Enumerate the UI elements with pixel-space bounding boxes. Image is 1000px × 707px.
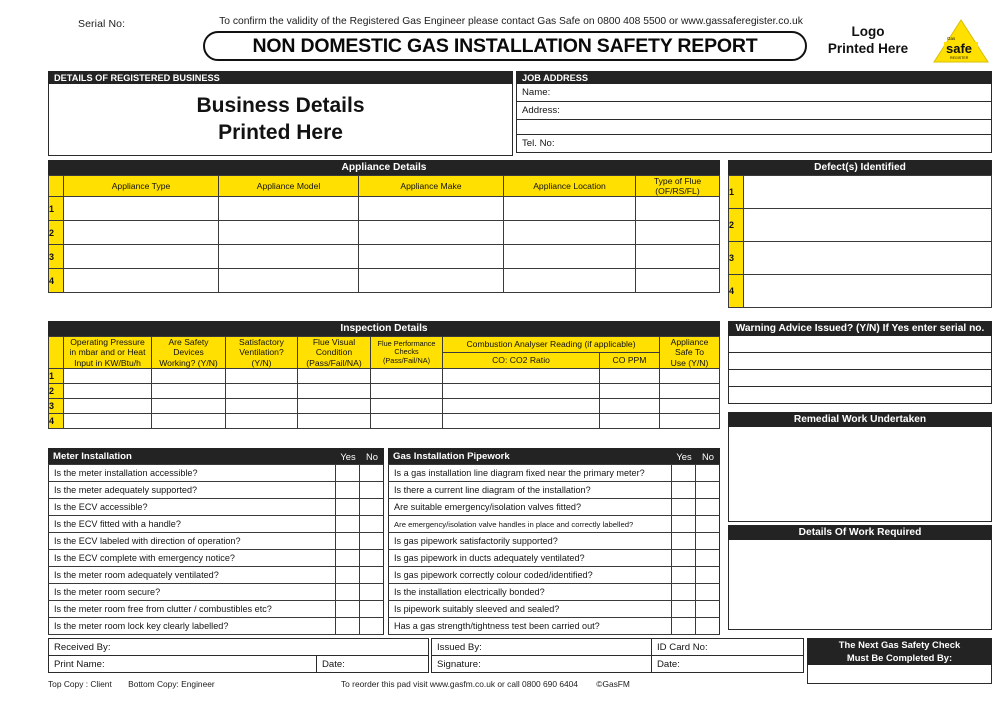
- appliance-details-table: [48, 175, 720, 293]
- inspection-row-2-flue-visual[interactable]: [298, 384, 371, 399]
- meter-q3-yes[interactable]: [336, 499, 360, 516]
- meter-q4-yes[interactable]: [336, 516, 360, 533]
- defect-row-1-number: 1: [729, 176, 744, 209]
- appliance-col-flue-type-l1: Type of Flue: [653, 176, 702, 186]
- list-item: [49, 618, 384, 635]
- inspection-row-4-flue-perf[interactable]: [371, 414, 443, 429]
- appliance-row-3-flue[interactable]: [636, 245, 720, 269]
- table-row: [49, 245, 720, 269]
- inspection-rownum-corner: [49, 337, 64, 369]
- appliance-row-3-location[interactable]: [504, 245, 636, 269]
- list-item: [49, 567, 384, 584]
- meter-q8-no[interactable]: [360, 584, 384, 601]
- next-check-line2: Must Be Completed By:: [846, 651, 953, 663]
- pipework-q9-yes[interactable]: [672, 601, 696, 618]
- appliance-row-4-type[interactable]: [64, 269, 219, 293]
- pipework-q2: Is there a current line diagram of the installation?: [389, 482, 672, 499]
- list-item: [389, 567, 720, 584]
- op-l1: Operating Pressure: [70, 337, 145, 348]
- appliance-row-1-make[interactable]: [359, 197, 504, 221]
- serial-no-label: Serial No:: [78, 18, 126, 30]
- inspection-header-row: [49, 337, 720, 353]
- details-of-work-textarea[interactable]: [728, 540, 992, 630]
- meter-installation-table: [48, 464, 384, 635]
- gas-safe-register-logo-icon: [932, 18, 990, 64]
- top-copy-note: Top Copy : Client: [48, 679, 112, 689]
- next-check-date-field[interactable]: [807, 665, 992, 684]
- inspection-row-3-number: 3: [49, 399, 64, 414]
- details-of-work-bar: Details Of Work Required: [728, 525, 992, 540]
- pipework-q3-no[interactable]: [696, 499, 720, 516]
- id-card-no-field[interactable]: ID Card No:: [652, 639, 804, 656]
- fp-l1: Flue Performance: [377, 338, 436, 348]
- issued-by-table: [431, 638, 804, 673]
- table-row: [432, 656, 804, 673]
- issued-by-field[interactable]: Issued By:: [432, 639, 652, 656]
- fp-l2: Checks: [394, 347, 419, 357]
- table-row: [49, 384, 720, 399]
- inspection-row-4-safe[interactable]: [660, 414, 720, 429]
- table-row: [729, 176, 992, 209]
- received-date-field[interactable]: Date:: [317, 656, 429, 673]
- pipework-q4: Are emergency/isolation valve handles in place and correctly labelled?: [389, 516, 672, 533]
- pipework-q3: Are suitable emergency/isolation valves fitted?: [389, 499, 672, 516]
- meter-yn-labels: [336, 451, 384, 462]
- warning-advice-section: [728, 321, 992, 405]
- inspection-row-1-safety[interactable]: [152, 369, 226, 384]
- inspection-row-2-flue-perf[interactable]: [371, 384, 443, 399]
- pipework-table: [388, 464, 720, 635]
- registered-business-section: [48, 71, 513, 156]
- meter-q9: Is the meter room free from clutter / combustibles etc?: [49, 601, 336, 618]
- appliance-row-2-flue[interactable]: [636, 221, 720, 245]
- pipework-q4-no[interactable]: [696, 516, 720, 533]
- meter-q7-no[interactable]: [360, 567, 384, 584]
- pipework-q2-no[interactable]: [696, 482, 720, 499]
- meter-q6: Is the ECV complete with emergency notice?: [49, 550, 336, 567]
- pipework-q5-no[interactable]: [696, 533, 720, 550]
- list-item: [389, 550, 720, 567]
- table-row: [49, 197, 720, 221]
- inspection-row-4-ventilation[interactable]: [226, 414, 298, 429]
- meter-q5: Is the ECV labeled with direction of operation?: [49, 533, 336, 550]
- appliance-row-3-number: 3: [49, 245, 64, 269]
- pipework-q10-yes[interactable]: [672, 618, 696, 635]
- sd-l1: Are Safety: [168, 337, 209, 348]
- list-item: [389, 584, 720, 601]
- pipework-q10: Has a gas strength/tightness test been carried out?: [389, 618, 672, 635]
- pipework-q1: Is a gas installation line diagram fixed near the primary meter?: [389, 465, 672, 482]
- meter-q7: Is the meter room adequately ventilated?: [49, 567, 336, 584]
- appliance-col-location: Appliance Location: [504, 176, 636, 197]
- list-item: [49, 516, 384, 533]
- inspection-row-3-safety[interactable]: [152, 399, 226, 414]
- pipework-yes-label: Yes: [676, 450, 692, 462]
- job-address-address-line2[interactable]: [516, 120, 992, 135]
- copyright-text: ©GasFM: [596, 679, 630, 689]
- appliance-col-model: Appliance Model: [219, 176, 359, 197]
- appliance-row-1-number: 1: [49, 197, 64, 221]
- appliance-row-2-number: 2: [49, 221, 64, 245]
- defect-row-4-text[interactable]: [744, 275, 992, 308]
- inspection-row-4-pressure[interactable]: [64, 414, 152, 429]
- pipework-q4-yes[interactable]: [672, 516, 696, 533]
- reorder-text: To reorder this pad visit www.gasfm.co.uk or call 0800 690 6404: [341, 679, 578, 689]
- table-row: [49, 656, 429, 673]
- form-title-text: NON DOMESTIC GAS INSTALLATION SAFETY REPORT: [252, 34, 758, 57]
- inspection-row-3-ventilation[interactable]: [226, 399, 298, 414]
- meter-q1-no[interactable]: [360, 465, 384, 482]
- list-item: [49, 482, 384, 499]
- meter-q10-yes[interactable]: [336, 618, 360, 635]
- inspection-col-combustion-group: Combustion Analyser Reading (if applicable): [443, 337, 660, 353]
- inspection-row-1-pressure[interactable]: [64, 369, 152, 384]
- inspection-col-operating-pressure: [64, 337, 152, 369]
- appliance-row-2-location[interactable]: [504, 221, 636, 245]
- as-l1: Appliance: [670, 337, 709, 348]
- meter-q3: Is the ECV accessible?: [49, 499, 336, 516]
- inspection-row-4-co-co2[interactable]: [443, 414, 600, 429]
- inspection-col-safety-devices: [152, 337, 226, 369]
- pipework-q5: Is gas pipework satisfactorily supported?: [389, 533, 672, 550]
- pipework-q10-no[interactable]: [696, 618, 720, 635]
- business-details-line1: Business Details: [196, 93, 365, 117]
- meter-q8-yes[interactable]: [336, 584, 360, 601]
- appliance-row-2-type[interactable]: [64, 221, 219, 245]
- inspection-col-flue-performance: [371, 337, 443, 369]
- meter-q6-yes[interactable]: [336, 550, 360, 567]
- appliance-col-type: Appliance Type: [64, 176, 219, 197]
- warning-advice-row-2[interactable]: [728, 353, 992, 370]
- issued-date-field[interactable]: Date:: [652, 656, 804, 673]
- fv-l1: Flue Visual: [312, 337, 356, 348]
- appliance-col-flue-type: [636, 176, 720, 197]
- job-address-section: [516, 71, 992, 156]
- logo-placeholder-line2: Printed Here: [827, 40, 909, 56]
- inspection-col-co-co2-ratio: CO: CO2 Ratio: [443, 353, 600, 369]
- inspection-row-3-safe[interactable]: [660, 399, 720, 414]
- gas-installation-pipework-section: [388, 448, 720, 635]
- list-item: [389, 516, 720, 533]
- job-address-address-field[interactable]: Address:: [516, 102, 992, 120]
- defect-row-2-text[interactable]: [744, 209, 992, 242]
- job-address-bar: JOB ADDRESS: [516, 71, 992, 84]
- table-row: [49, 369, 720, 384]
- inspection-row-1-flue-perf[interactable]: [371, 369, 443, 384]
- appliance-row-2-make[interactable]: [359, 221, 504, 245]
- appliance-row-4-model[interactable]: [219, 269, 359, 293]
- appliance-details-bar: Appliance Details: [48, 160, 720, 175]
- pipework-title: Gas Installation Pipework: [393, 450, 510, 462]
- remedial-work-section: [728, 412, 992, 522]
- table-row: [729, 275, 992, 308]
- meter-installation-section: [48, 448, 384, 635]
- fv-l3: (Pass/Fail/NA): [306, 357, 362, 368]
- list-item: [389, 482, 720, 499]
- issued-by-section: [431, 638, 804, 674]
- meter-installation-header: [48, 448, 384, 464]
- vt-l1: Satisfactory: [239, 337, 284, 348]
- as-l2: Safe To: [675, 347, 704, 358]
- pipework-q5-yes[interactable]: [672, 533, 696, 550]
- appliance-details-section: [48, 160, 720, 313]
- job-address-name-field[interactable]: Name:: [516, 84, 992, 102]
- appliance-row-2-model[interactable]: [219, 221, 359, 245]
- appliance-row-1-flue[interactable]: [636, 197, 720, 221]
- pipework-q1-no[interactable]: [696, 465, 720, 482]
- vt-l2: Ventilation?: [239, 347, 284, 358]
- pipework-q8-no[interactable]: [696, 584, 720, 601]
- warning-advice-row-3[interactable]: [728, 370, 992, 387]
- received-by-section: [48, 638, 429, 674]
- inspection-row-1-co-ppm[interactable]: [600, 369, 660, 384]
- inspection-row-2-co-ppm[interactable]: [600, 384, 660, 399]
- table-row: [49, 221, 720, 245]
- table-row: [49, 399, 720, 414]
- appliance-row-3-model[interactable]: [219, 245, 359, 269]
- inspection-row-1-number: 1: [49, 369, 64, 384]
- logo-placeholder-line1: Logo: [851, 24, 885, 39]
- form-header: [0, 0, 1000, 70]
- pipework-q7-no[interactable]: [696, 567, 720, 584]
- meter-q5-no[interactable]: [360, 533, 384, 550]
- svg-text:Gas: Gas: [947, 36, 956, 41]
- form-title: [203, 31, 807, 61]
- table-row: [432, 639, 804, 656]
- table-row: [729, 209, 992, 242]
- inspection-row-2-ventilation[interactable]: [226, 384, 298, 399]
- appliance-details-header-row: [49, 176, 720, 197]
- job-address-tel-field[interactable]: Tel. No:: [516, 135, 992, 153]
- pipework-q9: Is pipework suitably sleeved and sealed?: [389, 601, 672, 618]
- inspection-col-appliance-safe: [660, 337, 720, 369]
- meter-q8: Is the meter room secure?: [49, 584, 336, 601]
- details-of-work-section: [728, 525, 992, 630]
- meter-q7-yes[interactable]: [336, 567, 360, 584]
- list-item: [389, 499, 720, 516]
- meter-q3-no[interactable]: [360, 499, 384, 516]
- list-item: [389, 618, 720, 635]
- inspection-row-4-number: 4: [49, 414, 64, 429]
- inspection-row-3-flue-visual[interactable]: [298, 399, 371, 414]
- inspection-row-4-flue-visual[interactable]: [298, 414, 371, 429]
- appliance-rownum-corner: [49, 176, 64, 197]
- inspection-row-1-co-co2[interactable]: [443, 369, 600, 384]
- meter-q6-no[interactable]: [360, 550, 384, 567]
- list-item: [49, 550, 384, 567]
- sd-l3: Working? (Y/N): [159, 357, 218, 368]
- pipework-q9-no[interactable]: [696, 601, 720, 618]
- inspection-row-4-safety[interactable]: [152, 414, 226, 429]
- inspection-row-3-co-co2[interactable]: [443, 399, 600, 414]
- inspection-row-3-flue-perf[interactable]: [371, 399, 443, 414]
- appliance-row-4-number: 4: [49, 269, 64, 293]
- table-row: [49, 639, 429, 656]
- meter-q10: Is the meter room lock key clearly labelled?: [49, 618, 336, 635]
- defects-identified-bar: Defect(s) Identified: [728, 160, 992, 175]
- defect-row-3-text[interactable]: [744, 242, 992, 275]
- validity-notice: To confirm the validity of the Registered Gas Engineer please contact Gas Safe on 0800 408 5500 or www.gassaferegister.co.uk: [219, 16, 803, 27]
- appliance-row-3-type[interactable]: [64, 245, 219, 269]
- list-item: [389, 465, 720, 482]
- pipework-q3-yes[interactable]: [672, 499, 696, 516]
- svg-text:safe: safe: [946, 41, 973, 56]
- signature-field[interactable]: Signature:: [432, 656, 652, 673]
- business-details-line2: Printed Here: [218, 120, 343, 144]
- warning-advice-row-1[interactable]: [728, 336, 992, 353]
- received-by-table: [48, 638, 429, 673]
- appliance-row-4-location[interactable]: [504, 269, 636, 293]
- pipework-q6-yes[interactable]: [672, 550, 696, 567]
- pipework-yn-labels: [672, 451, 720, 462]
- pipework-no-label: No: [702, 450, 714, 462]
- reorder-note: [341, 679, 630, 689]
- next-check-header: [807, 638, 992, 665]
- pipework-q8: Is the installation electrically bonded?: [389, 584, 672, 601]
- appliance-row-1-location[interactable]: [504, 197, 636, 221]
- list-item: [49, 601, 384, 618]
- inspection-row-2-co-co2[interactable]: [443, 384, 600, 399]
- op-l2: in mbar and or Heat: [69, 347, 146, 358]
- meter-q2: Is the meter adequately supported?: [49, 482, 336, 499]
- inspection-row-4-co-ppm[interactable]: [600, 414, 660, 429]
- list-item: [49, 584, 384, 601]
- pipework-q6-no[interactable]: [696, 550, 720, 567]
- inspection-row-2-number: 2: [49, 384, 64, 399]
- next-gas-safety-check-section: [807, 638, 992, 684]
- pipework-q6: Is gas pipework in ducts adequately ventilated?: [389, 550, 672, 567]
- pipework-q8-yes[interactable]: [672, 584, 696, 601]
- inspection-row-1-flue-visual[interactable]: [298, 369, 371, 384]
- inspection-details-bar: Inspection Details: [48, 321, 720, 336]
- inspection-details-table: [48, 336, 720, 429]
- fp-l3: (Pass/Fail/NA): [382, 355, 431, 365]
- warning-advice-bar: Warning Advice Issued? (Y/N) If Yes enter serial no.: [728, 321, 992, 336]
- meter-no-label: No: [366, 450, 378, 462]
- meter-q2-no[interactable]: [360, 482, 384, 499]
- appliance-row-3-make[interactable]: [359, 245, 504, 269]
- inspection-details-section: [48, 321, 720, 439]
- pipework-q1-yes[interactable]: [672, 465, 696, 482]
- next-check-line1: The Next Gas Safety Check: [838, 639, 961, 651]
- inspection-row-2-pressure[interactable]: [64, 384, 152, 399]
- svg-text:REGISTER: REGISTER: [950, 56, 969, 60]
- meter-q4-no[interactable]: [360, 516, 384, 533]
- pipework-q7-yes[interactable]: [672, 567, 696, 584]
- inspection-col-co-ppm: CO PPM: [600, 353, 660, 369]
- defect-row-2-number: 2: [729, 209, 744, 242]
- pipework-q2-yes[interactable]: [672, 482, 696, 499]
- appliance-col-make: Appliance Make: [359, 176, 504, 197]
- inspection-row-2-safe[interactable]: [660, 384, 720, 399]
- meter-q9-yes[interactable]: [336, 601, 360, 618]
- inspection-col-ventilation: [226, 337, 298, 369]
- inspection-row-3-co-ppm[interactable]: [600, 399, 660, 414]
- appliance-row-1-type[interactable]: [64, 197, 219, 221]
- appliance-row-1-model[interactable]: [219, 197, 359, 221]
- pipework-header: [388, 448, 720, 464]
- meter-q4: Is the ECV fitted with a handle?: [49, 516, 336, 533]
- meter-q2-yes[interactable]: [336, 482, 360, 499]
- defects-table: [728, 175, 992, 308]
- registered-business-bar: DETAILS OF REGISTERED BUSINESS: [48, 71, 513, 84]
- list-item: [389, 533, 720, 550]
- op-l3: Input in KW/Btu/h: [74, 357, 141, 368]
- copy-distribution-note: [48, 679, 229, 689]
- table-row: [729, 242, 992, 275]
- table-row: [49, 269, 720, 293]
- list-item: [389, 601, 720, 618]
- list-item: [49, 499, 384, 516]
- pipework-q7: Is gas pipework correctly colour coded/identified?: [389, 567, 672, 584]
- remedial-work-textarea[interactable]: [728, 427, 992, 522]
- meter-installation-title: Meter Installation: [53, 450, 132, 462]
- list-item: [49, 465, 384, 482]
- defect-row-3-number: 3: [729, 242, 744, 275]
- meter-q10-no[interactable]: [360, 618, 384, 635]
- bottom-copy-note: Bottom Copy: Engineer: [128, 679, 215, 689]
- sd-l2: Devices: [173, 347, 204, 358]
- meter-q1: Is the meter installation accessible?: [49, 465, 336, 482]
- appliance-col-flue-type-l2: (OF/RS/FL): [655, 186, 700, 197]
- meter-q1-yes[interactable]: [336, 465, 360, 482]
- fv-l2: Condition: [315, 347, 353, 358]
- print-name-field[interactable]: Print Name:: [49, 656, 317, 673]
- logo-placeholder: [812, 24, 924, 58]
- defect-row-1-text[interactable]: [744, 176, 992, 209]
- vt-l3: (Y/N): [251, 357, 272, 368]
- received-by-field[interactable]: Received By:: [49, 639, 429, 656]
- table-row: [49, 414, 720, 429]
- defects-identified-section: [728, 160, 992, 313]
- inspection-row-1-ventilation[interactable]: [226, 369, 298, 384]
- defect-row-4-number: 4: [729, 275, 744, 308]
- inspection-col-flue-visual: [298, 337, 371, 369]
- appliance-row-4-flue[interactable]: [636, 269, 720, 293]
- meter-q9-no[interactable]: [360, 601, 384, 618]
- list-item: [49, 533, 384, 550]
- as-l3: Use (Y/N): [670, 357, 709, 368]
- remedial-work-bar: Remedial Work Undertaken: [728, 412, 992, 427]
- warning-advice-row-4[interactable]: [728, 387, 992, 404]
- inspection-row-2-safety[interactable]: [152, 384, 226, 399]
- meter-yes-label: Yes: [340, 450, 356, 462]
- inspection-row-1-safe[interactable]: [660, 369, 720, 384]
- appliance-row-4-make[interactable]: [359, 269, 504, 293]
- inspection-row-3-pressure[interactable]: [64, 399, 152, 414]
- business-details-body: [48, 84, 513, 156]
- meter-q5-yes[interactable]: [336, 533, 360, 550]
